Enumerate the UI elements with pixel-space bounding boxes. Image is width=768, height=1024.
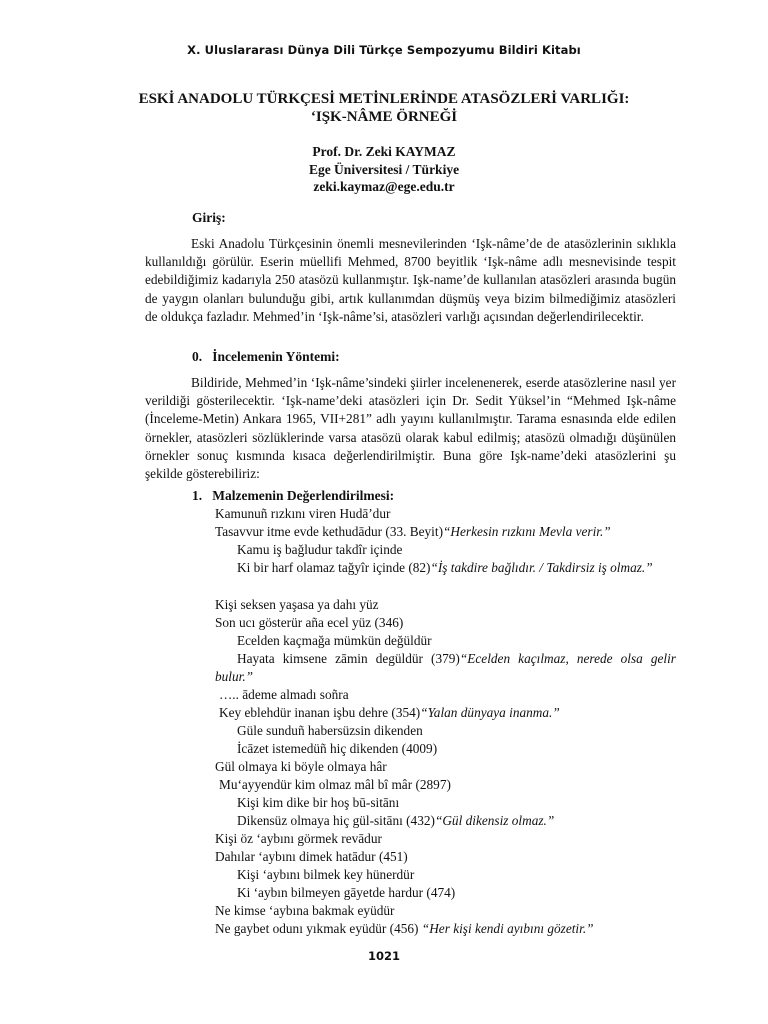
verse-line: Son ucı gösterür aña ecel yüz (346): [215, 615, 404, 630]
verse-text: Tasavvur itme evde kethudādur (33. Beyit): [215, 524, 444, 539]
author-email: zeki.kaymaz@ege.edu.tr: [313, 179, 455, 194]
verse-line: [215, 650, 676, 686]
verse-line: Ki ‘aybın bilmeyen gāyetde hardur (474): [237, 885, 456, 900]
title-line-2: ‘IŞK-NÂME ÖRNEĞİ: [310, 109, 458, 125]
verse-text: Ki bir harf olamaz tağyîr içinde (82): [237, 560, 431, 575]
page-number: 1021: [367, 949, 400, 963]
proverb-gloss: “Herkesin rızkını Mevla verir.”: [443, 524, 611, 539]
verse-line: Kamunuñ rızkını viren Hudā’dur: [215, 506, 391, 521]
proverb-gloss: “Ecelden kaçılmaz, nerede olsa gelir bulur.”: [215, 651, 676, 684]
method-number: 0.: [192, 349, 203, 364]
proverb-gloss: “Gül dikensiz olmaz.”: [434, 813, 555, 828]
title-line-1: ESKİ ANADOLU TÜRKÇESİ METİNLERİNDE ATASÖZLERİ VARLIĞI:: [138, 91, 630, 107]
verse-line: Mu‘ayyendür kim olmaz mâl bî mâr (2897): [219, 777, 451, 792]
running-header: X. Uluslararası Dünya Dili Türkçe Sempozyumu Bildiri Kitabı: [187, 43, 581, 57]
verse-line: [215, 559, 676, 577]
verse-line: Güle sunduñ habersüzsin dikenden: [237, 723, 423, 738]
verse-line: ….. ādeme almadı soñra: [219, 687, 349, 702]
author-affiliation: Ege Üniversitesi / Türkiye: [308, 161, 460, 177]
verse-line: Ecelden kaçmağa mümkün değüldür: [237, 633, 432, 648]
verse-line: [219, 704, 560, 722]
method-paragraph: Bildiride, Mehmed’in ‘Işk-nâme’sindeki şiirler incelenenerek, eserde atasözlerine nasıl yer verildiği gösterilecektir. ‘Işk-name’deki atasözleri için Dr. Sedit Yüksel’in “Mehmed Işk-nâme (İnceleme-Metin) Ankara 1965, VII+281” adlı yayını kullanılmıştır. Tarama esnasında elde edilen örnekler, atasözleri sözlüklerinde varsa atasözü olarak kabul edilmiş; atasözü olmadığı düşünülen örnekler sonuç kısmında kısaca değerlendirilmiştir. Buna göre Işk-name’deki atasözlerini şu şekilde gösterebiliriz:: [145, 375, 676, 482]
paper-title: [60, 90, 708, 126]
verse-line: Ne kimse ‘aybına bakmak eyüdür: [215, 903, 395, 918]
verse-line: İcāzet istemedüñ hiç dikenden (4009): [237, 741, 438, 756]
proverb-gloss: “Her kişi kendi ayıbını gözetir.”: [421, 921, 594, 936]
verse-line: Gül olmaya ki böyle olmaya hâr: [215, 759, 387, 774]
proverb-gloss: “İş takdire bağlıdır. / Takdirsiz iş olmaz.”: [430, 560, 653, 575]
proverb-gloss: “Yalan dünyaya inanma.”: [420, 705, 560, 720]
verse-line: [237, 812, 554, 830]
author-name: Prof. Dr. Zeki KAYMAZ: [312, 144, 456, 159]
method-heading: [192, 349, 340, 365]
verse-line: Dahılar ‘aybını dimek hatādur (451): [215, 849, 408, 864]
verse-line: Kamu iş bağludur takdîr içinde: [237, 542, 403, 557]
verse-text: Ne gaybet odunı yıkmak eyüdür (456): [215, 921, 419, 936]
verse-text: Hayata kimsene zāmin degüldür (379): [237, 651, 460, 666]
method-heading-text: İncelemenin Yöntemi:: [212, 349, 340, 364]
verse-text: Key eblehdür inanan işbu dehre (354): [219, 705, 421, 720]
verse-text: Dikensüz olmaya hiç gül-sitānı (432): [237, 813, 435, 828]
verse-line: [215, 523, 611, 541]
material-heading-text: Malzemenin Değerlendirilmesi:: [212, 488, 395, 503]
author-block: [0, 143, 768, 196]
verse-line: Kişi ‘aybını bilmek key hünerdür: [237, 867, 415, 882]
verse-line: Kişi öz ‘aybını görmek revādur: [215, 831, 382, 846]
intro-heading: Giriş:: [192, 210, 226, 225]
material-number: 1.: [192, 488, 203, 503]
material-heading: [192, 488, 394, 504]
verse-line: Kişi kim dike bir hoş bū-sitānı: [237, 795, 400, 810]
verse-line: [215, 920, 594, 938]
verse-line: Kişi seksen yaşasa ya dahı yüz: [215, 597, 379, 612]
intro-paragraph: Eski Anadolu Türkçesinin önemli mesnevilerinden ‘Işk-nâme’de de atasözlerinin sıklıkla kullanıldığı görülür. Eserin müellifi Mehmed, 8700 beyitlik ‘Işk-nâme adlı mesnevisinde tespit edebildiğimiz kadarıyla 250 atasözü kullanmıştır. Işk-name’de kullanılan atasözleri arasında bugün de yaygın olanları bulunduğu gibi, artık kullanımdan düşmüş veya bizim bilmediğimiz atasözleri de oldukça fazladır. Mehmed’in ‘Işk-nâme’si, atasözleri varlığı açısından değerlendirilecektir.: [145, 236, 676, 324]
